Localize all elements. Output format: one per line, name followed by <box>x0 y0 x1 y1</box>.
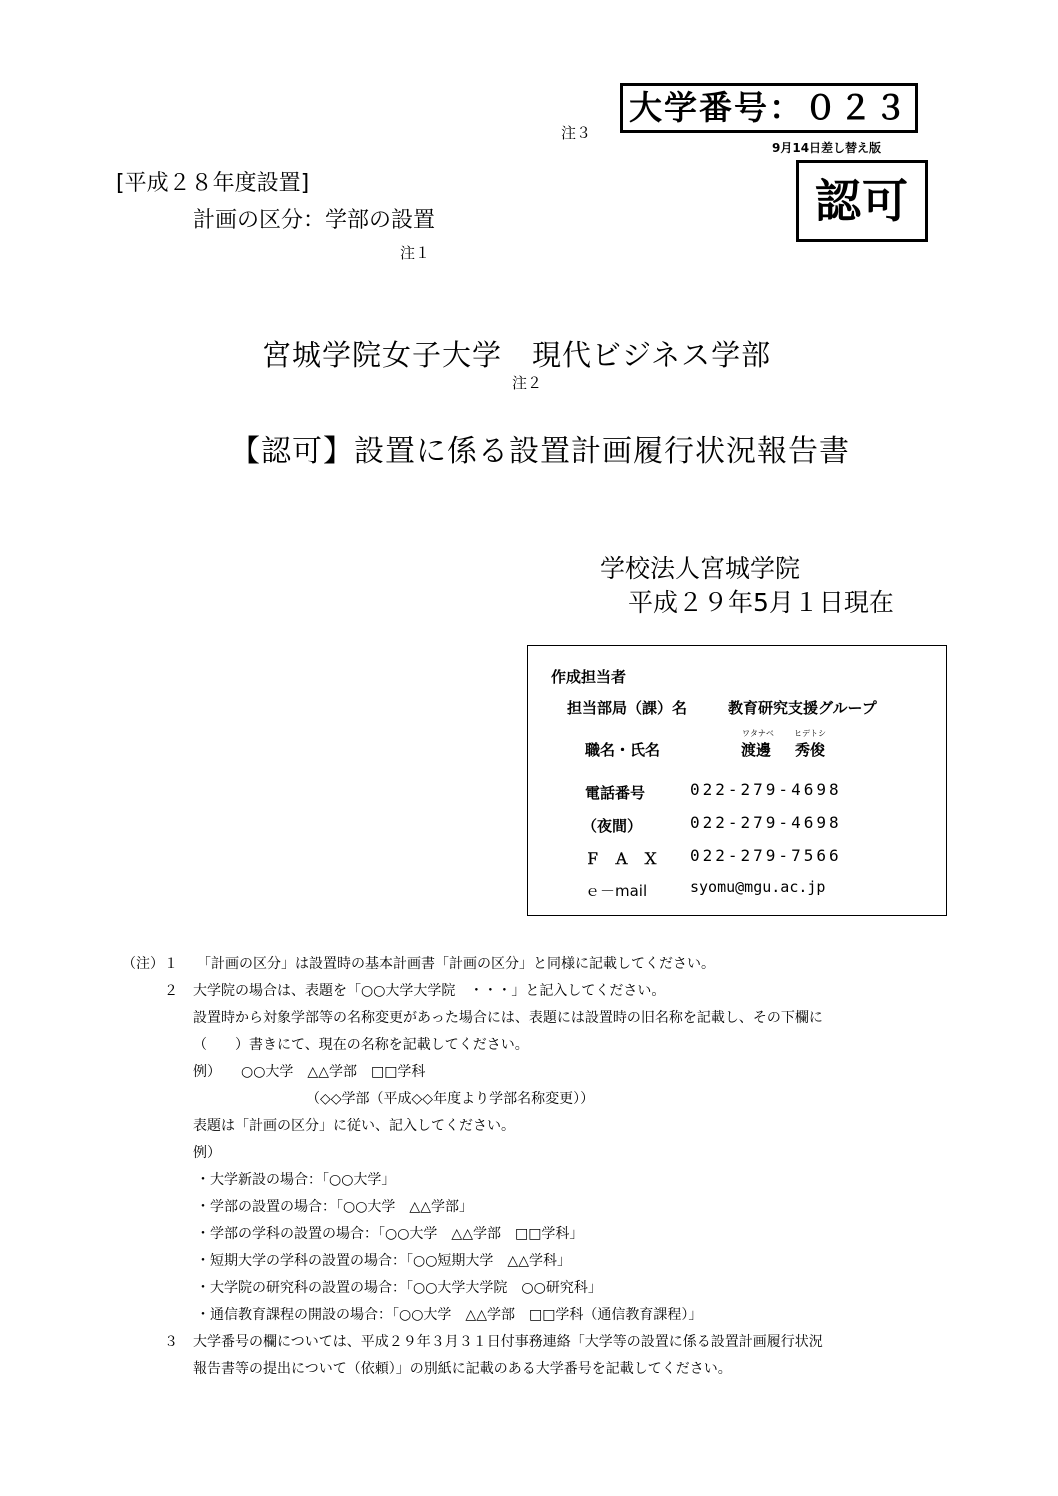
example2-label: 例） <box>193 1145 221 1161</box>
contact-heading: 作成担当者 <box>551 668 627 686</box>
example1-line1: ○○大学 △△学部 □□学科 <box>241 1064 426 1080</box>
note2-text-a: 大学院の場合は、表題を「○○大学大学院 ・・・」と記入してください。 <box>193 983 666 999</box>
university-faculty-name: 宮城学院女子大学 現代ビジネス学部 <box>262 338 772 372</box>
given-name-ruby: ヒデトシ <box>794 729 826 738</box>
example-item: ・短期大学の学科の設置の場合：「○○短期大学 △△学科」 <box>196 1253 571 1269</box>
note1-text: 「計画の区分」は設置時の基本計画書「計画の区分」と同様に記載してください。 <box>197 956 715 972</box>
given-name: 秀俊 <box>795 741 826 759</box>
note2-number: ２ <box>164 983 178 999</box>
replacement-note: 9月14日差し替え版 <box>772 141 882 155</box>
report-title: 【認可】設置に係る設置計画履行状況報告書 <box>230 434 850 469</box>
corporation-name: 学校法人宮城学院 <box>600 554 801 583</box>
notes-prefix: （注） <box>122 956 164 972</box>
note3-text-b: 報告書等の提出について（依頼）」の別紙に記載のある大学番号を記載してください。 <box>193 1361 732 1377</box>
example1-line2: （◇◇学部（平成◇◇年度より学部名称変更）） <box>306 1091 595 1107</box>
as-of-date: 平成２９年5月１日現在 <box>628 588 894 617</box>
fax-label: ＦＡＸ <box>585 850 673 868</box>
night-phone-label: （夜間） <box>582 817 643 835</box>
note2-text-b: 設置時から対象学部等の名称変更があった場合には、表題には設置時の旧名称を記載し、その下欄に <box>193 1010 823 1026</box>
night-phone-value: 022-279-4698 <box>690 813 842 832</box>
name-label: 職名・氏名 <box>585 741 661 759</box>
example-item: ・学部の設置の場合：「○○大学 △△学部」 <box>196 1199 473 1215</box>
example-item: ・大学新設の場合：「○○大学」 <box>196 1172 396 1188</box>
dept-label: 担当部局（課）名 <box>567 699 688 717</box>
example-item: ・学部の学科の設置の場合：「○○大学 △△学部 □□学科」 <box>196 1226 584 1242</box>
surname-ruby: ワタナベ <box>742 729 774 738</box>
note2-text-c: （ ）書きにて、現在の名称を記載してください。 <box>193 1037 529 1053</box>
surname: 渡邊 <box>741 741 772 759</box>
dept-value: 教育研究支援グループ <box>728 699 877 717</box>
note2-marker: 注２ <box>512 374 543 392</box>
note2-text-d: 表題は「計画の区分」に従い、記入してください。 <box>193 1118 515 1134</box>
note3-marker: 注３ <box>561 124 592 142</box>
example1-label: 例） <box>193 1064 221 1080</box>
plan-category: 計画の区分：学部の設置 <box>193 208 436 233</box>
email-label: ｅ－mail <box>585 882 648 900</box>
email-value: syomu@mgu.ac.jp <box>690 878 826 896</box>
note3-text-a: 大学番号の欄については、平成２９年３月３１日付事務連絡「大学等の設置に係る設置計画履行状況 <box>193 1334 823 1350</box>
example-item: ・大学院の研究科の設置の場合：「○○大学大学院 ○○研究科」 <box>196 1280 602 1296</box>
note3-number: ３ <box>164 1334 178 1350</box>
phone-label: 電話番号 <box>585 784 646 802</box>
fax-value: 022-279-7566 <box>690 846 842 865</box>
example-item: ・通信教育課程の開設の場合：「○○大学 △△学部 □□学科（通信教育課程）」 <box>196 1307 703 1323</box>
note1-number: １ <box>164 956 178 972</box>
university-number-box: 大学番号：０２３ <box>620 83 918 133</box>
note1-marker: 注１ <box>400 244 431 262</box>
approval-stamp: 認可 <box>796 160 928 242</box>
year-established: [平成２８年度設置] <box>116 171 310 196</box>
phone-value: 022-279-4698 <box>690 780 842 799</box>
